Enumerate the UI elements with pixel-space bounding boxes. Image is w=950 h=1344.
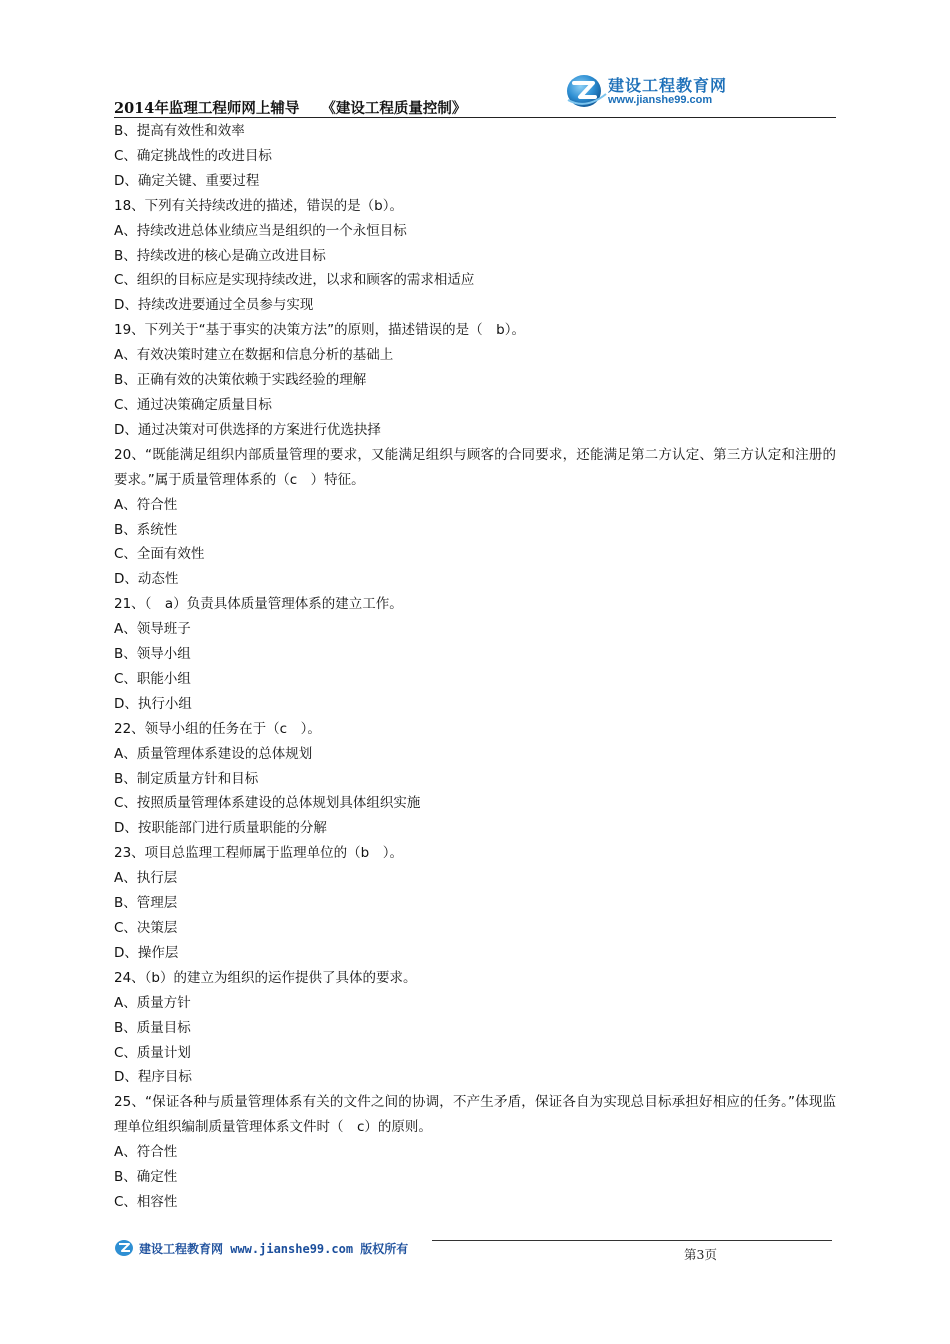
option-line: B、提高有效性和效率 — [114, 123, 245, 139]
question-line: 21、（ a）负责具体质量管理体系的建立工作。 — [114, 596, 403, 613]
option-line: A、质量管理体系建设的总体规划 — [114, 745, 313, 762]
option-line: B、系统性 — [114, 521, 178, 538]
option-line: A、执行层 — [114, 870, 178, 887]
option-line: D、动态性 — [114, 571, 179, 588]
option-line: C、职能小组 — [114, 670, 191, 687]
option-line: C、按照质量管理体系建设的总体规划具体组织实施 — [114, 795, 421, 812]
page-number: 第3页 — [684, 1247, 717, 1262]
option-line: B、领导小组 — [114, 646, 191, 663]
option-line: A、有效决策时建立在数据和信息分析的基础上 — [114, 347, 394, 364]
footer-logo-icon — [114, 1239, 136, 1257]
option-line: A、符合性 — [114, 496, 178, 513]
header-book-title: 《建设工程质量控制》 — [321, 100, 467, 117]
option-line: B、确定性 — [114, 1169, 178, 1186]
option-line: C、决策层 — [114, 920, 178, 936]
footer-copyright: 建设工程教育网 www.jianshe99.com 版权所有 — [139, 1242, 409, 1256]
option-line: C、确定挑战性的改进目标 — [114, 147, 272, 164]
option-line: B、正确有效的决策依赖于实践经验的理解 — [114, 372, 367, 389]
option-line: B、管理层 — [114, 895, 178, 912]
option-line: B、持续改进的核心是确立改进目标 — [114, 247, 326, 264]
option-line: C、组织的目标应是实现持续改进，以求和顾客的需求相适应 — [114, 272, 475, 289]
header-course-title: 2014年监理工程师网上辅导 — [114, 100, 300, 117]
option-line: B、质量目标 — [114, 1019, 191, 1036]
option-line: D、通过决策对可供选择的方案进行优选抉择 — [114, 421, 381, 438]
option-line: A、领导班子 — [114, 621, 191, 638]
question-line: 22、领导小组的任务在于（c ）。 — [114, 720, 321, 737]
logo-name: 建设工程教育网 — [608, 76, 728, 95]
footer-divider — [432, 1240, 832, 1241]
page-header — [114, 70, 836, 118]
question-line: 23、项目总监理工程师属于监理单位的（b ）。 — [114, 845, 403, 862]
option-line: C、相容性 — [114, 1193, 178, 1210]
site-logo — [564, 70, 744, 110]
logo-globe-icon — [564, 70, 608, 110]
option-line: D、持续改进要通过全员参与实现 — [114, 297, 314, 314]
option-line: D、按职能部门进行质量职能的分解 — [114, 820, 327, 837]
option-line: B、制定质量方针和目标 — [114, 770, 259, 787]
option-line: C、通过决策确定质量目标 — [114, 396, 272, 413]
option-line: A、持续改进总体业绩应当是组织的一个永恒目标 — [114, 222, 407, 239]
question-line: 18、下列有关持续改进的描述，错误的是（b）。 — [114, 197, 403, 214]
question-line: 20、“既能满足组织内部质量管理的要求，又能满足组织与顾客的合同要求，还能满足第二方认定、第三方认定和注册的要求。”属于质量管理体系的（c ）特征。 — [114, 446, 836, 488]
option-line: A、质量方针 — [114, 994, 191, 1011]
option-line: A、符合性 — [114, 1144, 178, 1161]
logo-url: www.jianshe99.com — [608, 94, 713, 106]
option-line: C、质量计划 — [114, 1044, 191, 1061]
question-line: 25、“保证各种与质量管理体系有关的文件之间的协调，不产生矛盾，保证各自为实现总目标承担好相应的任务。”体现监理单位组织编制质量管理体系文件时（ c）的原则。 — [114, 1094, 836, 1136]
question-line: 24、（b）的建立为组织的运作提供了具体的要求。 — [114, 969, 417, 986]
question-content — [114, 119, 836, 1215]
option-line: D、执行小组 — [114, 695, 192, 712]
question-line: 19、下列关于“基于事实的决策方法”的原则，描述错误的是（ b）。 — [114, 322, 525, 339]
option-line: D、确定关键、重要过程 — [114, 172, 260, 189]
option-line: C、全面有效性 — [114, 546, 205, 563]
option-line: D、程序目标 — [114, 1069, 192, 1086]
option-line: D、操作层 — [114, 944, 179, 961]
header-divider — [114, 117, 836, 118]
header-title — [114, 97, 466, 118]
page-footer — [114, 1236, 836, 1266]
